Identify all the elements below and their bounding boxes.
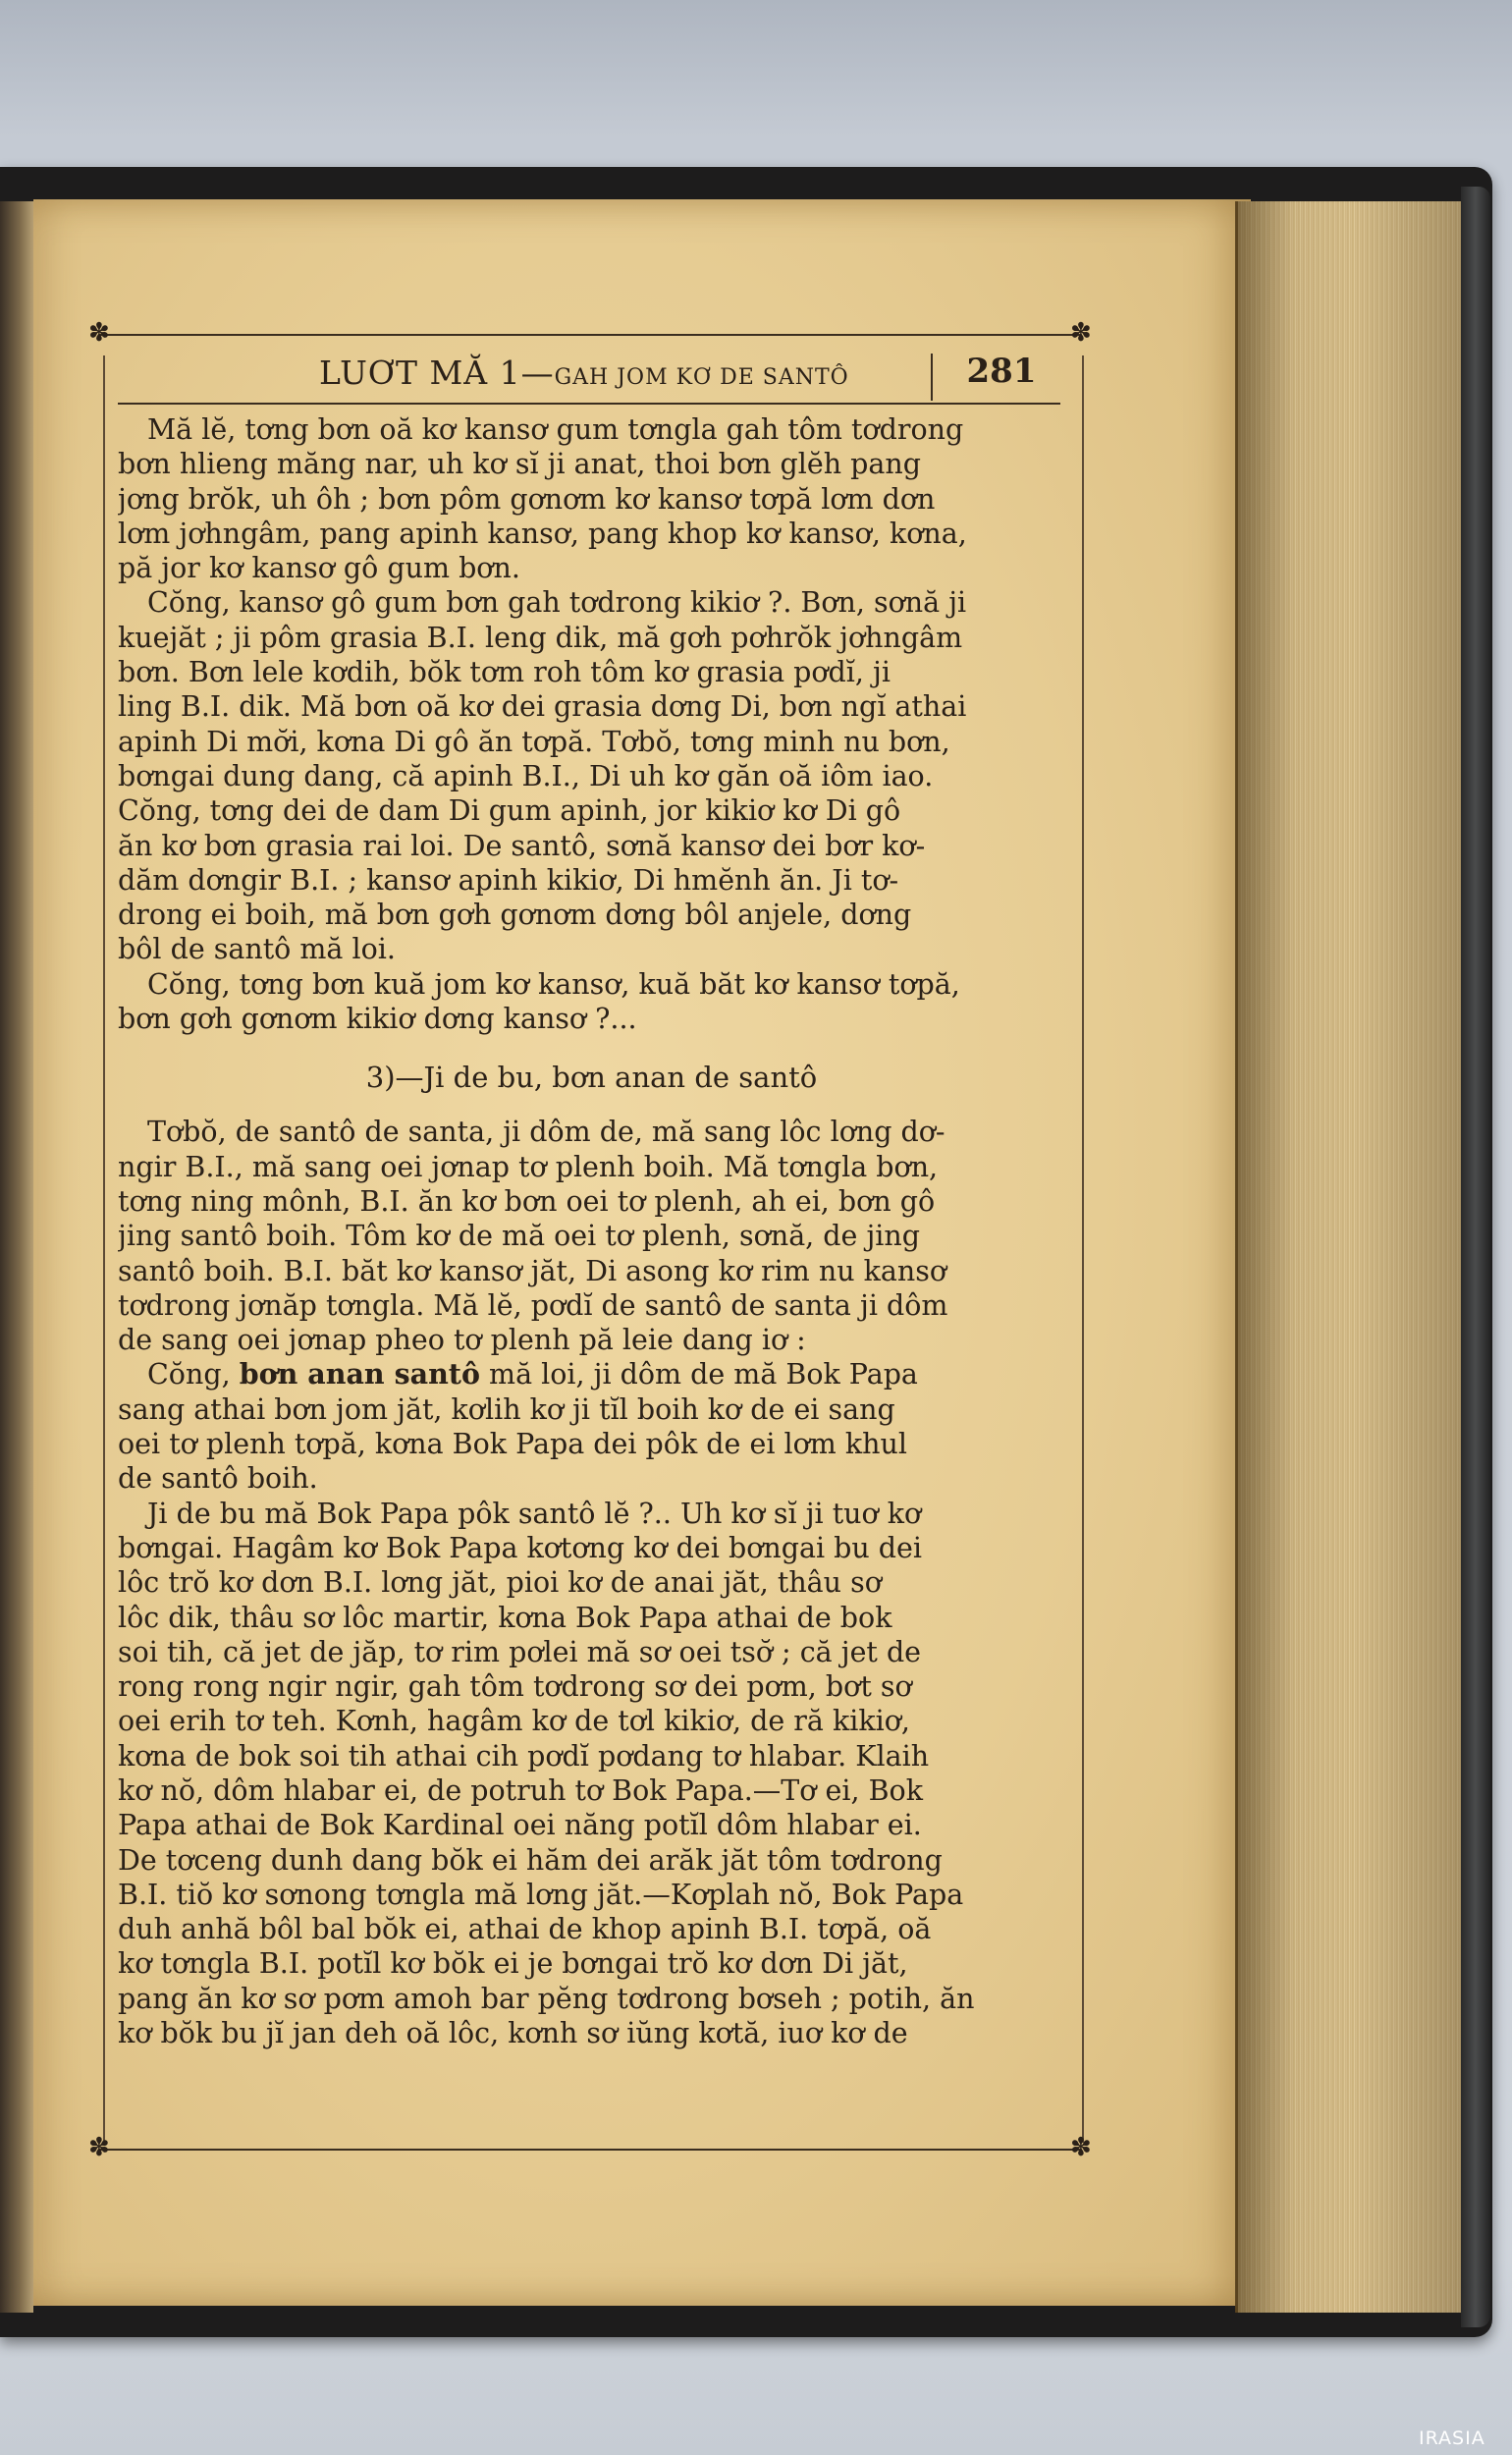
text-line: bơn gơh gơnơm kikiơ dơng kansơ ?...	[118, 1003, 637, 1036]
page-number-divider	[931, 354, 933, 401]
body-text	[118, 412, 1065, 2050]
frame-rule-left	[103, 355, 105, 2143]
text-line: santô boih. B.I. băt kơ kansơ jăt, Di asong kơ rim nu kansơ	[118, 1254, 947, 1287]
text-line: tơng ning mônh, B.I. ăn kơ bơn oei tơ plenh, ah ei, bơn gô	[118, 1184, 936, 1218]
text-line: De tơceng dunh dang bŏk ei hăm dei arăk jăt tôm tơdrong	[118, 1843, 943, 1877]
text-line: jơng brŏk, uh ôh ; bơn pôm gơnơm kơ kansơ tơpă lơm dơn	[118, 482, 936, 516]
page-frame	[88, 318, 1092, 2162]
corner-ornament-icon: ✽	[88, 2133, 110, 2162]
corner-ornament-icon: ✽	[88, 318, 110, 348]
text-line: B.I. tiŏ kơ sơnong tơngla mă lơng jăt.—Kơplah nŏ, Bok Papa	[118, 1878, 964, 1911]
text-line: soi tih, că jet de jăp, tơ rim pơlei mă sơ oei tsơ̆ ; că jet de	[118, 1635, 922, 1668]
text-line: apinh Di mơ̆i, kơna Di gô ăn tơpă. Tơbŏ, tơng minh nu bơn,	[118, 725, 950, 758]
text-line: lôc trŏ kơ dơn B.I. lơng jăt, pioi kơ de anai jăt, thâu sơ	[118, 1566, 882, 1600]
text-line: dăm dơngir B.I. ; kansơ apinh kikiơ, Di hmĕnh ăn. Ji tơ-	[118, 863, 899, 897]
text-line: kơ tơngla B.I. potĭl kơ bŏk ei je bơngai trŏ kơ dơn Di jăt,	[118, 1947, 908, 1981]
text-line: jing santô boih. Tôm kơ de mă oei tơ plenh, sơnă, de jing	[118, 1220, 921, 1253]
text-line: bôl de santô mă loi.	[118, 933, 396, 966]
running-head-subtitle: GAH JOM KƠ DE SANTÔ	[554, 365, 849, 390]
corner-ornament-icon: ✽	[1070, 2133, 1092, 2162]
text-line: bơn hlieng măng nar, uh kơ sĭ ji anat, thoi bơn glĕh pang	[118, 448, 921, 481]
text-line: bơngai dung dang, că apinh B.I., Di uh kơ găn oă iôm iao.	[118, 759, 934, 792]
text-line: bơngai. Hagâm kơ Bok Papa kơtơng kơ dei bơngai bu dei	[118, 1531, 923, 1564]
text-line: kuejăt ; ji pôm grasia B.I. leng dik, mă gơh pơhrŏk jơhngâm	[118, 621, 963, 654]
frame-rule-top	[98, 334, 1080, 336]
text-line: kơna de bok soi tih athai cih pơdĭ pơdang tơ hlabar. Klaih	[118, 1739, 930, 1773]
text-line: lôc dik, thâu sơ lôc martir, kơna Bok Papa athai de bok	[118, 1601, 892, 1634]
text-line: Cŏng, tơng bơn kuă jom kơ kansơ, kuă băt kơ kansơ tơpă,	[147, 967, 960, 1001]
frame-rule-right	[1082, 355, 1084, 2143]
text-line: duh anhă bôl bal bŏk ei, athai de khop apinh B.I. tơpă, oă	[118, 1913, 932, 1946]
text-line: lơm jơhngâm, pang apinh kansơ, pang khop kơ kansơ, kơna,	[118, 517, 967, 550]
page-edges-shadow	[1235, 201, 1461, 2313]
text-line: bơn. Bơn lele kơdih, bŏk tơm roh tôm kơ grasia pơdĭ, ji	[118, 656, 891, 689]
section-heading: 3)—Ji de bu, bơn anan de santô	[365, 1061, 818, 1095]
text-line: kơ bŏk bu jĭ jan deh oă lôc, kơnh sơ iŭng kơtă, iuơ kơ de	[118, 2017, 908, 2050]
text-line: kơ nŏ, dôm hlabar ei, de potruh tơ Bok Papa.—Tơ ei, Bok	[118, 1773, 923, 1807]
watermark: IRASIA	[1419, 2428, 1485, 2449]
corner-ornament-icon: ✽	[1070, 318, 1092, 348]
text-line: oei tơ plenh tơpă, kơna Bok Papa dei pôk de ei lơm khul	[118, 1428, 907, 1461]
text-run: mă loi, ji dôm de mă Bok Papa	[479, 1358, 918, 1391]
page-number: 281	[966, 352, 1037, 391]
text-line-bold-para	[118, 1357, 1065, 1391]
text-line: Cŏng, kansơ gô gum bơn gah tơdrong kikiơ ?. Bơn, sơnă ji	[147, 586, 967, 620]
running-head-main: LUƠT MĂ 1—	[319, 354, 555, 392]
text-line: ăn kơ bơn grasia rai loi. De santô, sơnă kansơ dei bơr kơ-	[118, 829, 926, 862]
text-line: drong ei boih, mă bơn gơh gơnơm dơng bôl anjele, dơng	[118, 899, 912, 932]
running-head	[319, 354, 928, 397]
text-line: sang athai bơn jom jăt, kơlih kơ ji tĭl boih kơ de ei sang	[118, 1392, 895, 1426]
text-line: ling B.I. dik. Mă bơn oă kơ dei grasia dơng Di, bơn ngĭ athai	[118, 690, 967, 724]
header-rule	[118, 403, 1060, 405]
text-line: Ji de bu mă Bok Papa pôk santô lĕ ?.. Uh kơ sĭ ji tuơ kơ	[147, 1497, 922, 1530]
book-cover-right	[1461, 187, 1490, 2327]
text-line: Tơbŏ, de santô de santa, ji dôm de, mă sang lôc lơng dơ-	[147, 1116, 945, 1149]
text-line: de sang oei jơnap pheo tơ plenh pă leie dang iơ :	[118, 1324, 806, 1357]
text-run: Cŏng,	[147, 1358, 240, 1391]
text-line: tơdrong jơnăp tơngla. Mă lĕ, pơdĭ de santô de santa ji dôm	[118, 1288, 948, 1322]
text-line: Mă lĕ, tơng bơn oă kơ kansơ gum tơngla gah tôm tơdrong	[147, 413, 964, 446]
bold-term: bơn anan santô	[239, 1357, 480, 1391]
text-line: pă jor kơ kansơ gô gum bơn.	[118, 552, 520, 585]
left-page-edge	[0, 201, 33, 2313]
text-line: ngir B.I., mă sang oei jơnap tơ plenh boih. Mă tơngla bơn,	[118, 1150, 939, 1183]
frame-rule-bottom	[98, 2149, 1080, 2151]
text-line: oei erih tơ teh. Kơnh, hagâm kơ de tơl kikiơ, de ră kikiơ,	[118, 1705, 910, 1738]
text-line: pang ăn kơ sơ pơm amoh bar pĕng tơdrong bơseh ; potih, ăn	[118, 1982, 975, 2015]
text-line: rong rong ngir ngir, gah tôm tơdrong sơ dei pơm, bơt sơ	[118, 1670, 912, 1704]
text-line: Cŏng, tơng dei de dam Di gum apinh, jor kikiơ kơ Di gô	[118, 794, 901, 828]
text-line: de santô boih.	[118, 1462, 318, 1496]
text-line: Papa athai de Bok Kardinal oei năng potĭl dôm hlabar ei.	[118, 1809, 922, 1842]
